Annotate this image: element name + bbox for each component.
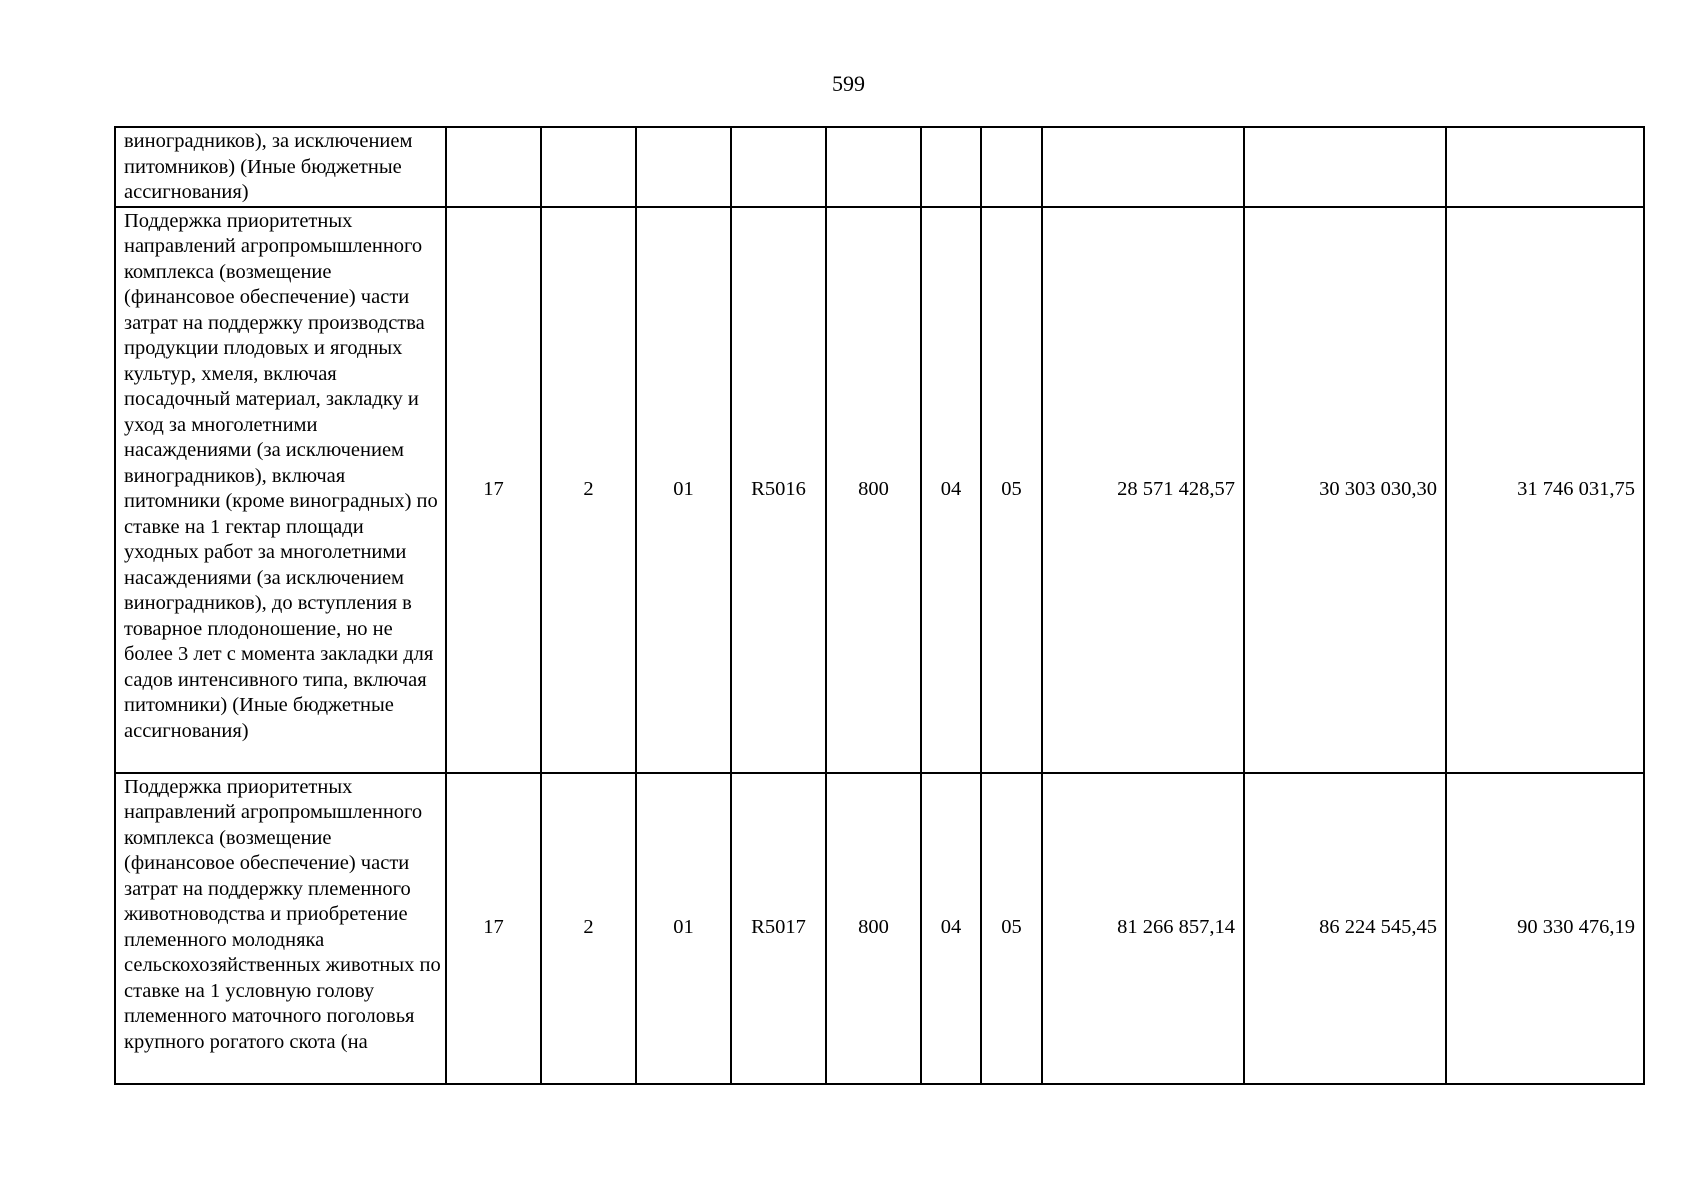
cell-section: 04 — [921, 773, 981, 1084]
cell-main-event: 01 — [636, 773, 731, 1084]
cell-amount-year3: 90 330 476,19 — [1446, 773, 1644, 1084]
table-row — [115, 127, 1644, 207]
cell-subsection — [981, 127, 1042, 207]
cell-subsection: 05 — [981, 773, 1042, 1084]
cell-amount-year1 — [1042, 127, 1244, 207]
row-description: Поддержка приоритетных направлений агропромышленного комплекса (возмещение (финансовое обеспечение) части затрат на поддержку производства продукции плодовых и ягодных культур, хмеля, включая посадочный материал, закладку и уход за многолетними насаждениями (за исключением виноградников), включая питомники (кроме виноградных) по ставке на 1 гектар площади уходных работ за многолетними насаждениями (за исключением виноградников), до вступления в товарное плодоношение, но не более 3 лет с момента закладки для садов интенсивного типа, включая питомники) (Иные бюджетные ассигнования) — [115, 207, 446, 773]
page-number: 599 — [832, 71, 865, 96]
cell-section: 04 — [921, 207, 981, 773]
cell-amount-year1: 81 266 857,14 — [1042, 773, 1244, 1084]
cell-subprogram: 2 — [541, 207, 636, 773]
cell-subsection: 05 — [981, 207, 1042, 773]
row-description: виноградников), за исключением питомников) (Иные бюджетные ассигнования) — [115, 127, 446, 207]
cell-program — [446, 127, 541, 207]
cell-direction: R5017 — [731, 773, 826, 1084]
cell-expense-type — [826, 127, 921, 207]
cell-subprogram — [541, 127, 636, 207]
row-description: Поддержка приоритетных направлений агропромышленного комплекса (возмещение (финансовое обеспечение) части затрат на поддержку племенного животноводства и приобретение племенного молодняка сельскохозяйственных животных по ставке на 1 условную голову племенного маточного поголовья крупного рогатого скота (на — [115, 773, 446, 1084]
cell-subprogram: 2 — [541, 773, 636, 1084]
cell-amount-year1: 28 571 428,57 — [1042, 207, 1244, 773]
cell-program: 17 — [446, 207, 541, 773]
cell-main-event: 01 — [636, 207, 731, 773]
cell-section — [921, 127, 981, 207]
cell-amount-year3 — [1446, 127, 1644, 207]
table-row — [115, 773, 1644, 1084]
cell-expense-type: 800 — [826, 773, 921, 1084]
budget-table — [114, 126, 1645, 1085]
cell-direction: R5016 — [731, 207, 826, 773]
cell-amount-year3: 31 746 031,75 — [1446, 207, 1644, 773]
table-row — [115, 207, 1644, 773]
cell-amount-year2 — [1244, 127, 1446, 207]
cell-direction — [731, 127, 826, 207]
cell-amount-year2: 86 224 545,45 — [1244, 773, 1446, 1084]
cell-program: 17 — [446, 773, 541, 1084]
cell-amount-year2: 30 303 030,30 — [1244, 207, 1446, 773]
cell-main-event — [636, 127, 731, 207]
cell-expense-type: 800 — [826, 207, 921, 773]
